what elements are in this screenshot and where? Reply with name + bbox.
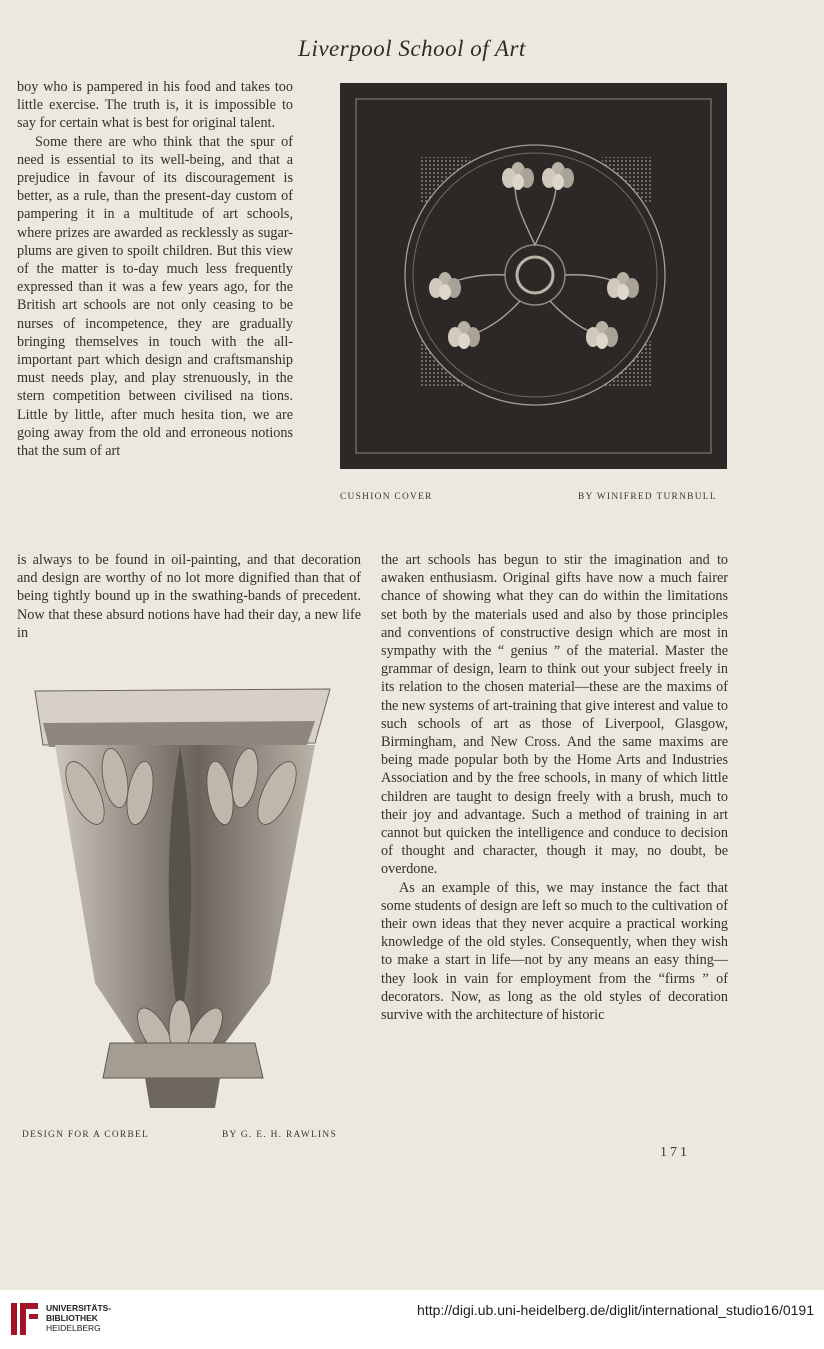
paragraph: boy who is pampered in his food and takes too little exercise. The truth is, it is impossible to say for certain what is best for original talent.	[17, 79, 293, 132]
corbel-design-photo	[15, 683, 345, 1113]
digitization-footer	[0, 1290, 824, 1349]
cushion-caption-artist: BY WINIFRED TURNBULL	[578, 492, 717, 502]
text-column-left-top	[17, 78, 293, 460]
paragraph: the art schools has begun to stir the imagination and to awaken enthusiasm. Original gifts have now a much fairer chance of showing what they can do within the limitations set both by the materials used and also by those principles and conventions of constructive design which are most in sympathy with the “ genius ” of the material. Master the grammar of design, learn to think out your subject freely in its relation to the chosen material—these are the maxims of the new systems of art-training that give interest and value to such schools of art as those of Liverpool, Glasgow, Birmingham, and New Cross. And the same maxims are being made popular both by the Home Arts and Industries Association and by the free schools, in many of which little children are taught to design freely with a brush, much to their joy and advantage. Such a method of training in art cannot but quicken the intelligence and conduce to decision of thought and character, though it may, no doubt, be overdone.	[381, 552, 728, 878]
running-head: Liverpool School of Art	[298, 36, 526, 61]
corbel-caption-title: DESIGN FOR A CORBEL	[22, 1130, 150, 1140]
paragraph: Some there are who think that the spur of need is essential to its well-being, and that a prejudice in favour of its discouragement is better, as a rule, than the present-day custom of pampering it in a multitude of art schools, where prizes are awarded as recklessly as sugar-plums are given to spoilt children. But this view of the matter is to-day much less frequently expressed than it was a few years ago, for the British art schools are not only ceasing to be nurses of incompetence, they are gradually bringing themselves in touch with the all-important part which design and craftsmanship must needs play, and play strenuously, in the stern competition between civilised na tions. Little by little, after much hesita tion, we are going away from the old and erroneous notions that the sum of art	[17, 133, 293, 460]
page-number: 171	[660, 1145, 690, 1160]
library-name-line: BIBLIOTHEK	[46, 1313, 98, 1323]
paragraph: is always to be found in oil-painting, and that decoration and design are worthy of no lot more dignified than that of being tightly bound up in the swathing-bands of precedent. Now that these absurd notions have had their day, a new life in	[17, 552, 361, 641]
library-name-line: UNIVERSITÄTS-	[46, 1303, 112, 1313]
cushion-cover-photo	[340, 83, 727, 469]
text-column-right	[381, 551, 728, 1024]
library-name	[46, 1303, 111, 1333]
corbel-caption-artist: BY G. E. H. RAWLINS	[222, 1130, 338, 1140]
library-name-line: HEIDELBERG	[46, 1323, 101, 1333]
university-library-logo-icon[interactable]	[8, 1300, 42, 1338]
paragraph: As an example of this, we may instance the fact that some students of design are left so much to the cultivation of their own ideas that they never acquire a practical working knowledge of the old styles. Consequently, when they wish to make a start in life—not by any means an easy thing—they look in vain for employment from the “firms ” of decorators. Now, as long as the old styles of decoration survive with the architecture of historic	[381, 879, 728, 1024]
cushion-caption-title: CUSHION COVER	[340, 492, 433, 502]
source-url-link[interactable]: http://digi.ub.uni-heidelberg.de/diglit/international_studio16/0191	[417, 1302, 814, 1318]
text-column-left-mid	[17, 551, 361, 642]
